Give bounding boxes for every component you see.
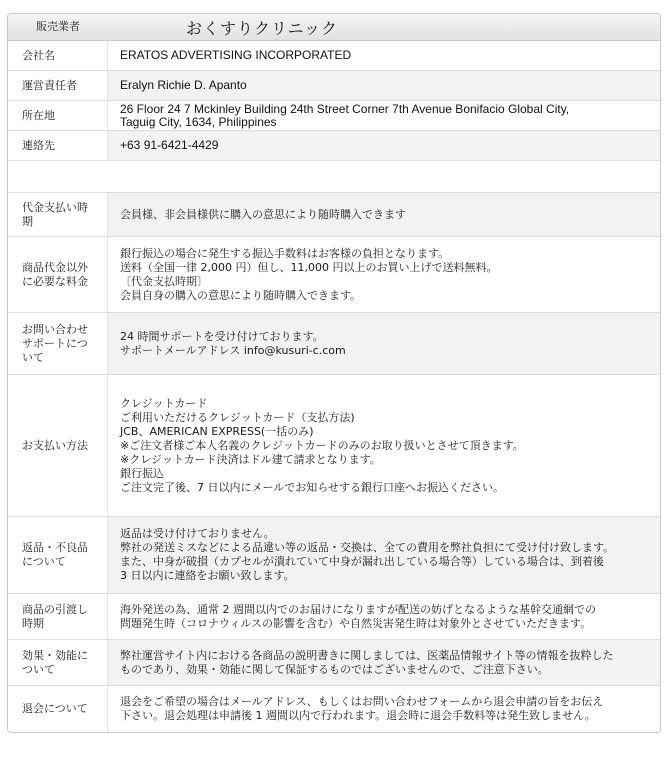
row-value: Eralyn Richie D. Apanto <box>108 71 660 100</box>
row-label: 連絡先 <box>8 131 108 160</box>
row-value: 26 Floor 24 7 Mckinley Building 24th Street Corner 7th Avenue Bonifacio Global City, Taguig City, 1634, Philippines <box>120 101 570 129</box>
spacer-row <box>8 161 660 193</box>
company-info-table <box>7 13 661 733</box>
row-label: 所在地 <box>8 101 108 130</box>
row-label: 運営責任者 <box>8 71 108 100</box>
table-header <box>8 14 660 41</box>
row-delivery-time <box>8 594 660 640</box>
row-value: 24 時間サポートを受け付けております。 サポートメールアドレス info@kusuri-c.com <box>108 313 660 374</box>
row-efficacy <box>8 640 660 686</box>
row-value: 銀行振込の場合に発生する振込手数料はお客様の負担となります。 送料（全国一律 2,000 円）但し、11,000 円以上のお買い上げで送料無料。 〔代金支払時期〕 会員自身の購入の意思により随時購入できます。 <box>120 246 498 302</box>
row-value: 返品は受け付けておりません。 弊社の発送ミスなどによる品違い等の返品・交換は、全ての費用を弊社負担にて受け付け致します。 また、中身が破損（カプセルが潰れていて中身が漏れ出している場合等）している場合は、到着後 3 日以内に連絡をお願い致します。 <box>108 517 660 593</box>
seller-label: 販売業者 <box>36 20 80 33</box>
row-returns <box>8 517 660 594</box>
row-support <box>8 313 660 375</box>
row-manager <box>8 71 660 101</box>
row-label: 返品・不良品 について <box>8 517 108 593</box>
row-label: 退会について <box>8 686 108 732</box>
row-label: 商品代金以外 に必要な料金 <box>8 237 108 312</box>
row-address <box>8 101 660 131</box>
row-extra-fees <box>8 237 660 313</box>
row-value: 海外発送の為、通常 2 週間以内でのお届けになりますが配送の妨げとなるような基幹交通網での 問題発生時（コロナウィルスの影響を含む）や自然災害発生時は対象外とさせていただきます。 <box>120 602 596 630</box>
row-value: 弊社運営サイト内における各商品の説明書きに関しましては、医薬品情報サイト等の情報を抜粋した ものであり、効果・効能に関して保証するものではございませんので、ご注意下さい。 <box>108 640 660 685</box>
row-value: +63 91-6421-4429 <box>108 131 660 160</box>
row-value: 退会をご希望の場合はメールアドレス、もしくはお問い合わせフォームから退会申請の旨をお伝え 下さい。退会処理は申請後 1 週間以内で行われます。退会時に退会手数料等は発生致しません。 <box>120 695 604 722</box>
row-payment-timing <box>8 193 660 237</box>
row-value: 会員様、非会員様供に購入の意思により随時購入できます <box>108 193 660 236</box>
row-label: お支払い方法 <box>8 375 108 516</box>
row-value: クレジットカード ご利用いただけるクレジットカード（支払方法) JCB、AMERICAN EXPRESS(一括のみ) ※ご注文者様ご本人名義のクレジットカードのみのお取り扱いとさせて頂きます。 ※クレジットカード決済はドル建て請求となります。 銀行振込 ご注文完了後、7 日以内にメールでお知らせする銀行口座へお振込ください。 <box>120 396 524 494</box>
row-label: 効果・効能に ついて <box>8 640 108 685</box>
row-value: ERATOS ADVERTISING INCORPORATED <box>120 48 352 62</box>
row-label: お問い合わせ サポートにつ いて <box>8 313 108 374</box>
row-withdrawal <box>8 686 660 732</box>
row-label: 会社名 <box>8 41 108 70</box>
shop-name: おくすりクリニック <box>186 18 339 38</box>
row-contact <box>8 131 660 161</box>
row-label: 代金支払い時 期 <box>8 193 108 236</box>
row-company-name <box>8 41 660 71</box>
row-payment-method <box>8 375 660 517</box>
row-label: 商品の引渡し 時期 <box>8 594 108 639</box>
